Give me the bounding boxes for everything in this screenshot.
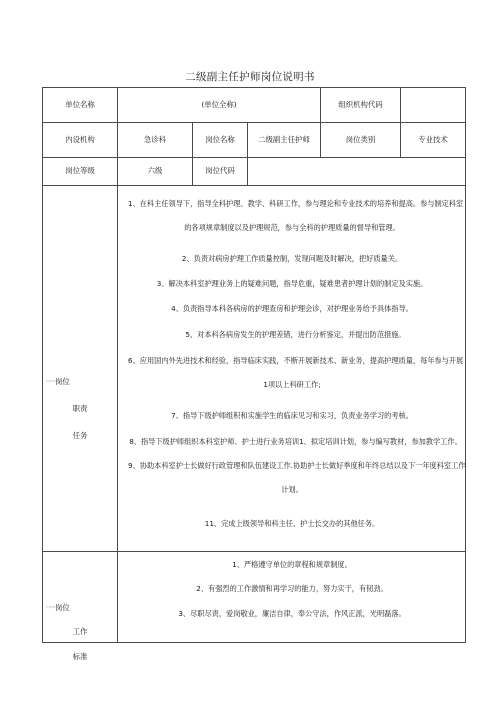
org-code-label: 组织机构代码 <box>321 88 401 123</box>
duty-item <box>121 461 466 494</box>
document-title: 二级副主任护师岗位说明书 <box>185 71 315 83</box>
duty-item <box>121 254 463 263</box>
duty-item <box>121 330 463 339</box>
duty-item <box>121 519 463 528</box>
standards-label-line: 岗位 <box>55 603 70 612</box>
duty-item-line: 1、在科主任领导下，指导全科护理、教学、科研工作，参与理论和专业技术的培养和提高。参与制定科室 <box>128 199 464 208</box>
duty-item <box>121 199 463 232</box>
post-code-value <box>248 158 466 186</box>
row-department <box>43 123 466 158</box>
duties-label-cell <box>43 186 118 552</box>
standards-content <box>118 552 466 643</box>
duty-item-line: 3、解决本科室护理业务上的疑难问题，指导危重，疑难患者护理计划的制定及实施。 <box>156 279 428 288</box>
post-name-label: 岗位名称 <box>193 123 248 158</box>
org-code-value <box>401 88 466 123</box>
job-description-table <box>42 87 466 661</box>
duty-item <box>121 304 463 313</box>
post-type-label: 岗位类别 <box>321 123 401 158</box>
duty-item-line: 11、完成上级领导和科主任、护士长交办的其他任务。 <box>204 519 380 528</box>
duties-label-line: 岗位 <box>55 376 70 386</box>
duty-item-line: 计划。 <box>281 485 303 494</box>
duty-item <box>121 411 463 420</box>
duty-item-line: 7、指导下级护师组积和实施学生的临床见习和实习，负责业务学习的考核。 <box>171 411 413 420</box>
duty-item <box>121 356 463 389</box>
standard-item-line: 2、有强烈的工作激情和再学习的能力，努力实干，有韧劲。 <box>196 584 388 593</box>
duties-label-line: 职责 <box>72 403 88 413</box>
standards-label-line: 工作 <box>72 627 88 636</box>
unit-name-value: (单位全称) <box>118 88 321 123</box>
row-grade <box>43 158 466 186</box>
dept-label: 内设机构 <box>43 123 118 158</box>
standards-mark: ‹‹,‹‹›‹ <box>46 605 56 609</box>
duties-mark: ‹‹,‹‹›‹ <box>46 378 56 383</box>
grade-label: 岗位等级 <box>43 158 118 186</box>
duty-item-line: 6、应用国内外先进技术和经验，指导临床实践，不断开展新技术、新业务，提高护理质量，每年参与开展 <box>128 356 464 365</box>
duty-item-line: 2、负责对病房护理工作质量控制，发现问题及时解决，把好质量关。 <box>181 254 403 263</box>
standard-item-line: 1、严格遵守单位的章程和规章制度。 <box>232 560 352 569</box>
duty-item <box>121 437 463 446</box>
standard-item <box>121 609 463 618</box>
duty-item-line: 5、对本科各病房发生的护理差错，进行分析鉴定，并提出防范措施。 <box>185 330 406 339</box>
duty-item-line: 8、指导下级护师组织本科室护师、护士进行业务培训1、拟定培训计划，参与编写教材，参加教学工作。 <box>129 437 462 446</box>
grade-value: 六级 <box>118 158 193 186</box>
duty-item-line: 4、负责指导本科各病房的护理查房和护理会诊，对护理业务给予具体指导。 <box>171 304 413 313</box>
row-duties <box>43 186 466 552</box>
duty-item <box>121 279 463 288</box>
duty-item-line: 9、协助本科室护士长做好行政管理和队伍建设工作.协助护士长做好季度和年终总结以及下一年度科室工作 <box>128 461 466 470</box>
standard-item-line: 3、尽职尽责，爱岗敬业，廉洁自律，奉公守法，作风正派，光明磊落。 <box>178 609 406 618</box>
row-unit <box>43 88 466 123</box>
duty-item-line: 1项以上科研工作; <box>263 380 321 389</box>
post-name-value: 二级副主任护师 <box>248 123 321 158</box>
post-type-value: 专业技术 <box>401 123 466 158</box>
duties-content <box>118 186 466 552</box>
dept-value: 急诊科 <box>118 123 193 158</box>
standard-item <box>121 584 463 593</box>
duty-item-line: 的各项规章制度以及护理规范，参与全科的护理质量的督导和管理。 <box>184 223 400 232</box>
standards-label-cell <box>43 552 118 661</box>
unit-name-label: 单位名称 <box>43 88 118 123</box>
post-code-label: 岗位代码 <box>193 158 248 186</box>
standards-label-line: 标准 <box>72 652 88 661</box>
duties-label-line: 任务 <box>72 430 88 440</box>
standard-item <box>121 560 463 569</box>
row-standards <box>43 552 466 643</box>
